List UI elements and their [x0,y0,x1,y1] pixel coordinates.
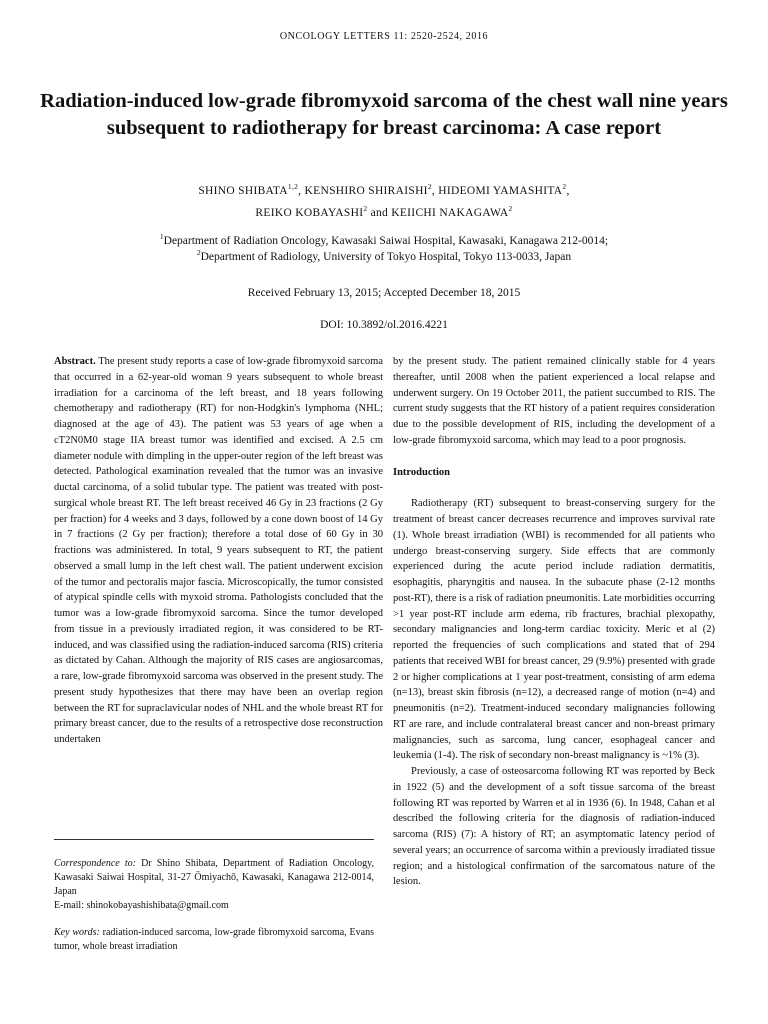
author: SHINO SHIBATA$^{1,2}$, [198,182,305,197]
correspondence-text: Dr Shino Shibata, Department of Radiation Oncology, Kawasaki Saiwai Hospital, 31-27 Ōmiyachō, Kawasaki, Kanagawa 212-0014, Japan [54,858,374,897]
paper-title: Radiation-induced low-grade fibromyxoid sarcoma of the chest wall nine years subsequent to radiotherapy for breast carcinoma: A case report [40,90,728,139]
author: HIDEOMI YAMASHITA$^2$, [438,182,570,197]
footnote-divider [54,839,374,840]
correspondence [54,857,374,913]
abstract-continued: by the present study. The patient remained clinically stable for 4 years thereafter, until 2008 when the patient experienced a local relapse and underwent surgery. On 19 October 2011, the patient succumbed to RIS. The current study suggests that the RT history of a patient requires consideration due to the possible development of RIS, including the development of a low-grade fibromyxoid sarcoma, which may lead to a poor prognosis. [393,356,715,446]
correspondence-label: Correspondence to: [54,858,136,869]
left-column [54,354,383,748]
intro-paragraph: Previously, a case of osteosarcoma following RT was reported by Beck in 1922 (5) and the development of a soft tissue sarcoma of the breast following RT was reported by Warren et al in 1936 (6). In 1948, Cahan et al described the following criteria for the diagnosis of radiation-induced sarcoma (RIS) (7): A history of RT; an asymptomatic latency period of several years; an occurrence of sarcoma within a previously irradiated tissue region; and a histological confirmation of the sarcomatous nature of the lesion. [393,766,715,888]
correspondence-email: E-mail: shinokobayashishibata@gmail.com [54,900,229,911]
author-list [40,180,728,224]
affiliations [40,233,728,265]
keywords [54,926,374,954]
intro-paragraph: Radiotherapy (RT) subsequent to breast-conserving surgery for the treatment of breast cancer decreases recurrence and improves survival rate (1). Whole breast irradiation (WBI) is recommended for all patients who undergo breast-conserving surgery. Side effects that are commonly experienced during the acute period include radiation dermatitis, esophagitis, pharyngitis and nausea. In the subacute phase (2-12 months post-RT), there is a risk of radiation pneumonitis. Late morbidities occurring >1 year post-RT include arm edema, rib fractures, brachial plexopathy, secondary malignancies and long-term cardiac toxicity. Meric et al (2) reported the frequencies of such complications and stated that of 294 patients that received WBI for breast cancer, 29 (9.9%) presented with grade 2 or higher complications at 1 year post-treatment, consisting of arm edema (n=13), breast skin fibrosis (n=12), a decreased range of motion (n=4) and pneumonitis (n=2). Treatment-induced secondary malignancies following RT are rare, and include contralateral breast cancer and non-breast primary malignancies, such as sarcoma, lung cancer, esophageal cancer and leukemia (1-4). The risk of secondary non-breast malignancy is ~1% (3). [393,498,715,762]
affiliation: $^1$Department of Radiation Oncology, Kawasaki Saiwai Hospital, Kawasaki, Kanagawa 212-0014; [159,232,609,247]
affiliation: $^2$Department of Radiology, University of Tokyo Hospital, Tokyo 113-0033, Japan [196,248,572,263]
section-heading-introduction: Introduction [393,466,450,478]
keywords-label: Key words: [54,927,100,938]
abstract-text: The present study reports a case of low-grade fibromyxoid sarcoma that occurred in a 62-year-old woman 9 years subsequent to whole breast irradiation for a carcinoma of the left breast, and 18 years following chemotherapy and radiotherapy (RT) for non-Hodgkin's lymphoma (NHL; diagnosed at the age of 43). The patient was 53 years of age when a cT2N0M0 stage IIA breast tumor was identified and excised. A 2.5 cm diameter nodule with dimpling in the upper-outer region of the left breast was detected. Pathological examination revealed that the tumor was an invasive ductal carcinoma, of a solid tubular type. The patient was treated with post-surgical whole breast RT. The left breast received 46 Gy in 23 fractions (2 Gy per fraction) for 4 weeks and 3 days, followed by a cone down boost of 14 Gy in 7 fractions (2 Gy per fraction); therefore a total dose of 60 Gy in 30 fractions was administered. In total, 9 years subsequent to RT, the patient observed a small lump in the left chest wall. The patient underwent excision of the tumor and pectoralis major fascia. Microscopically, the tumor consisted of atypical spindle cells with myxoid stroma. Pathologists concluded that the tumor was a low-grade fibromyxoid sarcoma. Since the tumor developed from tissue in a previously irradiated region, it was considered to be RT-induced, and was classified using the radiation-induced sarcoma (RIS) criteria as dictated by Cahan. Although the majority of RIS cases are angiosarcomas, a rare, low-grade fibromyxoid sarcoma was observed in the present study. The present study hypothesizes that there may have been an overlap region between the RT for supraclavicular nodes of NHL and the whole breast RT for primary breast cancer, due to the results of a retrospective dose reconstruction undertaken [54,356,384,745]
doi: DOI: 10.3892/ol.2016.4221 [320,319,448,331]
received-accepted-dates: Received February 13, 2015; Accepted December 18, 2015 [247,287,521,299]
author: KEIICHI NAKAGAWA$^2$ [391,204,513,219]
journal-header: ONCOLOGY LETTERS 11: 2520-2524, 2016 [279,31,489,42]
author: REIKO KOBAYASHI$^2$ and [255,204,392,219]
author: KENSHIRO SHIRAISHI$^2$, [304,182,439,197]
keywords-text: radiation-induced sarcoma, low-grade fibromyxoid sarcoma, Evans tumor, whole breast irradiation [54,927,374,952]
abstract-label: Abstract. [54,356,96,367]
abstract [54,354,383,748]
right-column [393,354,715,890]
